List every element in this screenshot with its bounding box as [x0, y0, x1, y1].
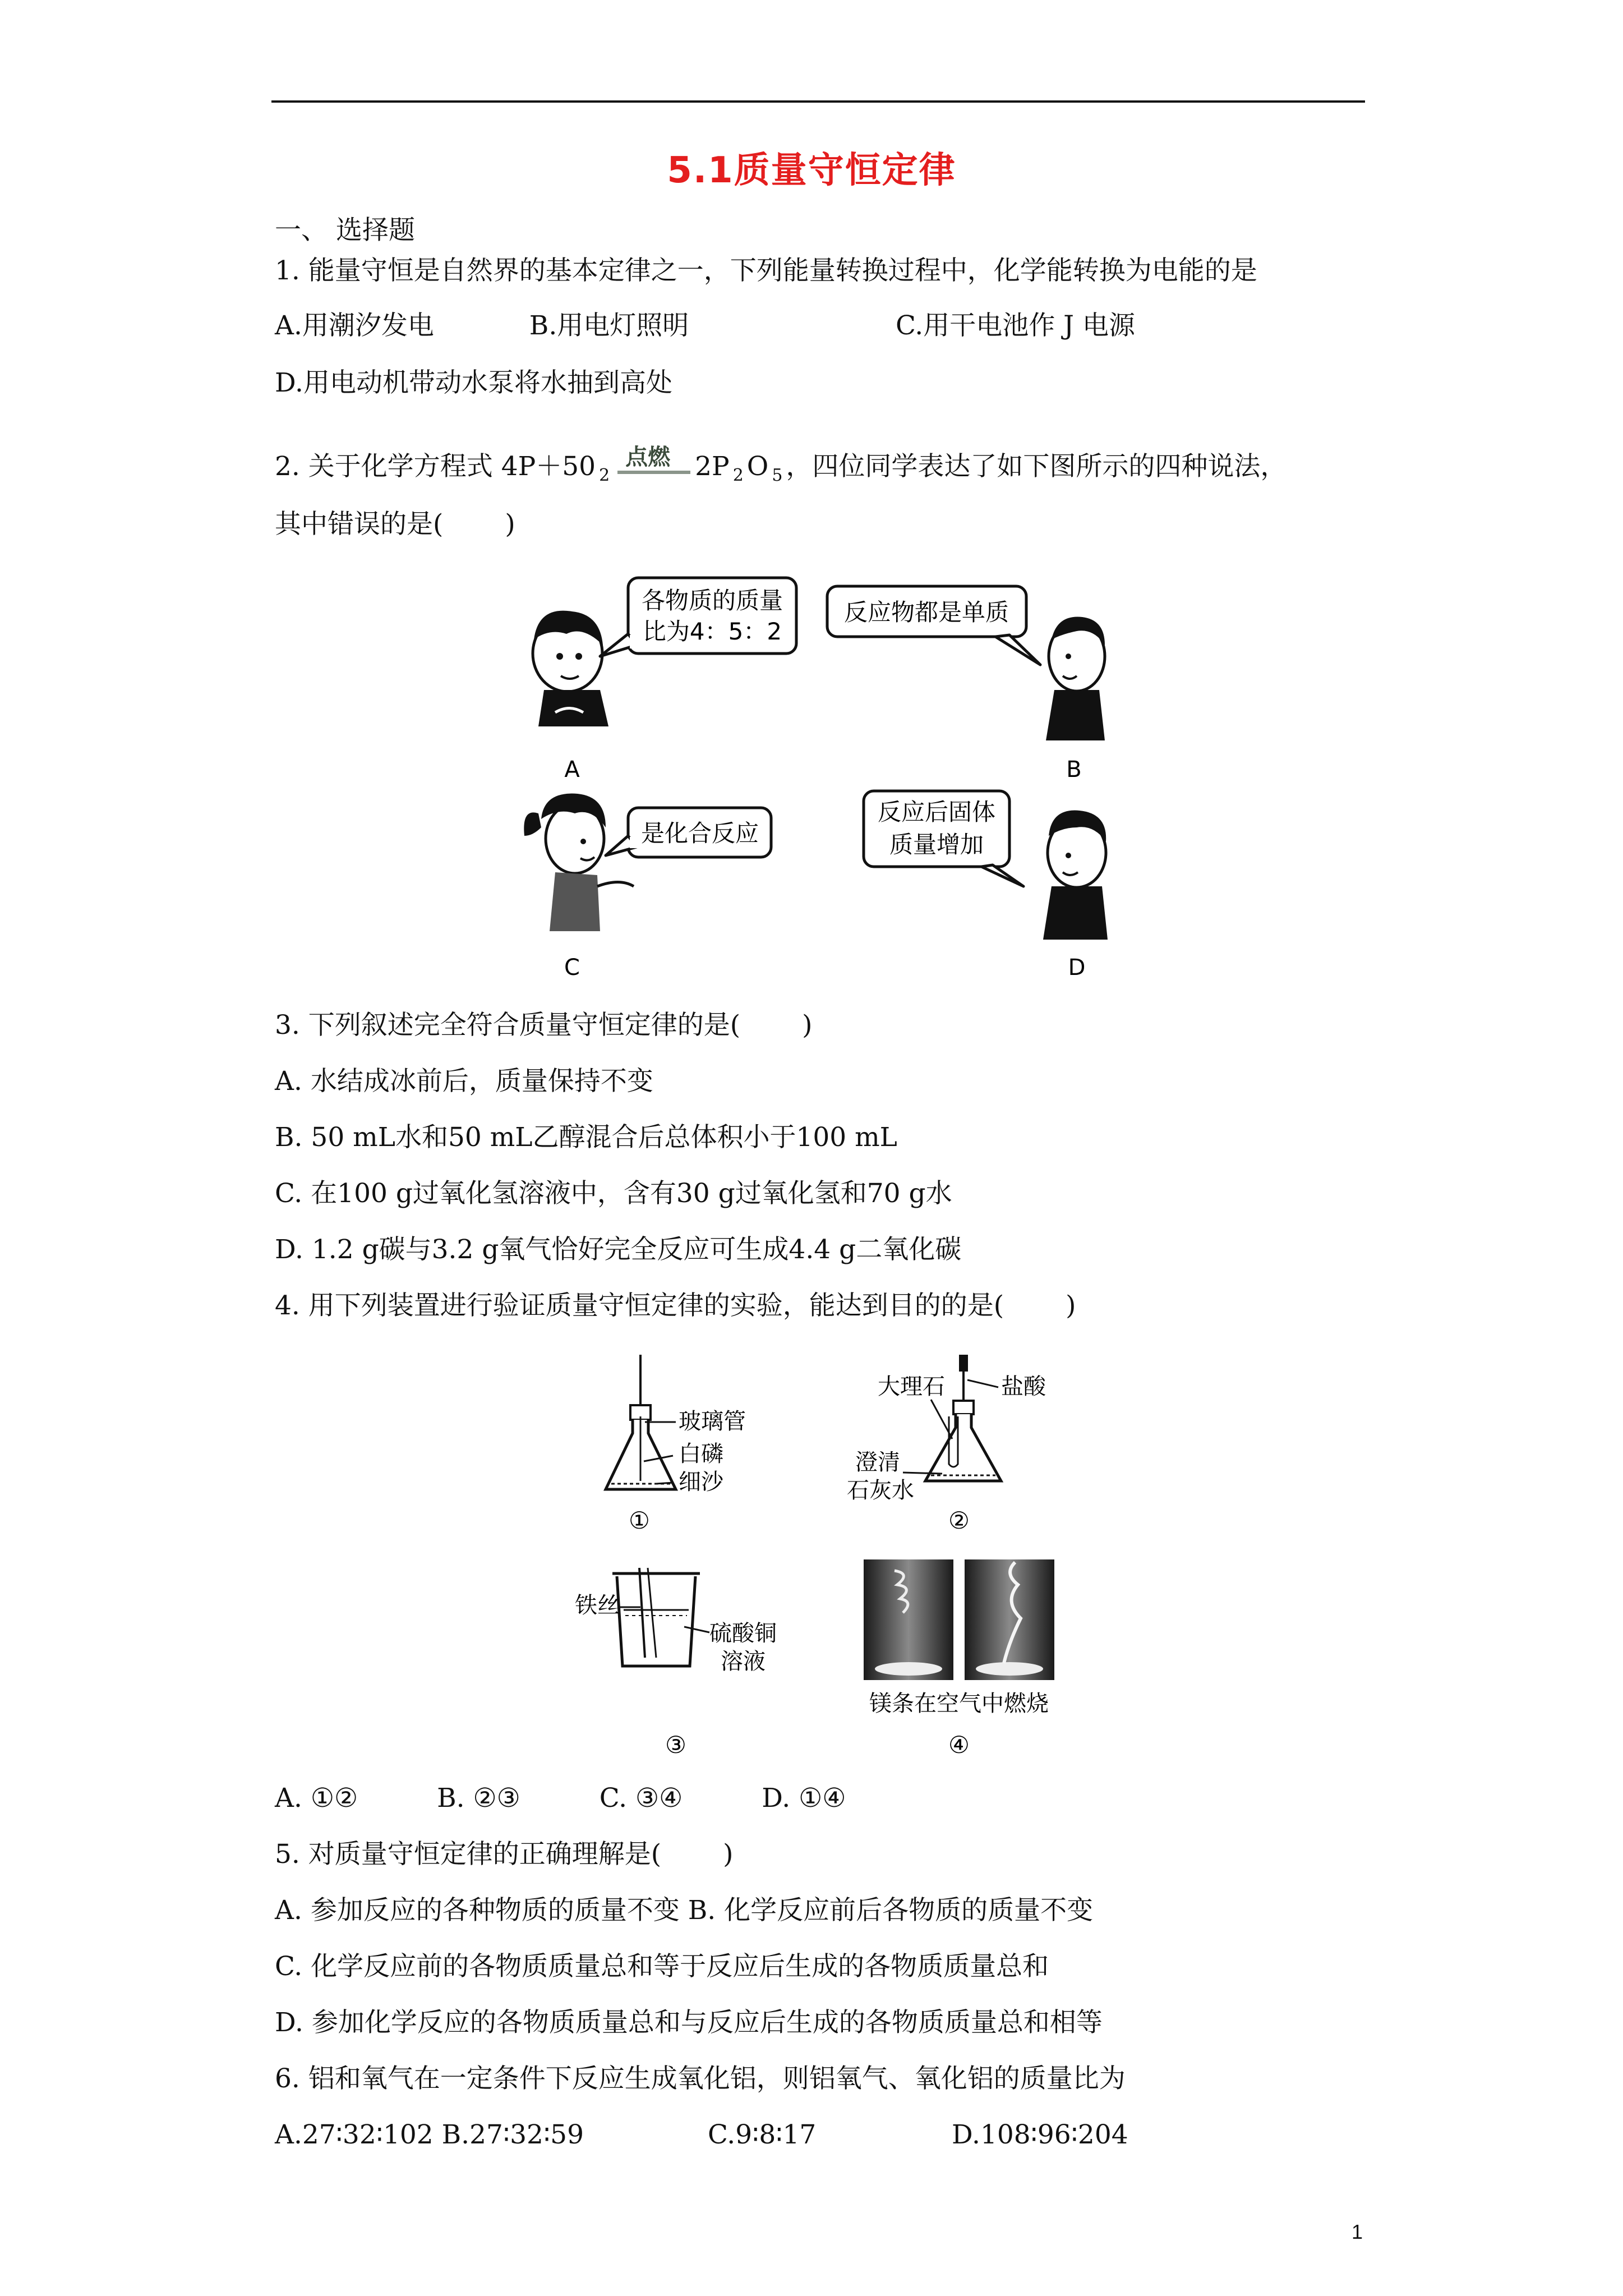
page-number: 1 [1352, 2220, 1363, 2243]
q2-product-o: O [746, 451, 769, 482]
question-5-stem [275, 1839, 733, 1870]
fig3-number: ③ [665, 1731, 686, 1759]
fig2-number: ② [948, 1507, 970, 1534]
fig2-lime-label-2: 石灰水 [847, 1478, 914, 1503]
q2-sub-o2: 2 [599, 466, 610, 485]
leader-line-lime [903, 1473, 942, 1474]
question-6-stem: 6. 铝和氧气在一定条件下反应生成氧化铝，则铝氧气、氧化铝的质量比为 [275, 2063, 1126, 2094]
section-heading: 一、 选择题 [275, 215, 415, 246]
q2-stem-pre: 2. 关于化学方程式 4P＋50 [275, 451, 596, 482]
speech-bubble-b [827, 586, 1040, 665]
fig1-number: ① [629, 1507, 650, 1534]
fig1-phosphorus-label: 白磷 [679, 1441, 723, 1467]
q3-close-paren: ) [802, 1010, 813, 1041]
label-d: D [1068, 955, 1086, 981]
ignite-bar [617, 471, 690, 474]
q2-students-figure [516, 572, 1122, 987]
fig4-caption: 镁条在空气中燃烧 [869, 1691, 1049, 1717]
q2-product-p: 2P [695, 451, 730, 482]
q3-option-b: B. 50 mL水和50 mL乙醇混合后总体积小于100 mL [275, 1122, 897, 1153]
q3-option-d: D. 1.2 g碳与3.2 g氧气恰好完全反应可生成4.4 g二氧化碳 [275, 1234, 962, 1265]
magnesium-photo-burning [965, 1559, 1054, 1680]
header-rule [271, 100, 1365, 103]
label-b: B [1066, 757, 1082, 783]
fig1-sand-label: 细沙 [679, 1469, 723, 1495]
q3-option-a: A. 水结成冰前后，质量保持不变 [275, 1066, 653, 1097]
q6-option-b: B.27∶32∶59 [441, 2119, 584, 2150]
q4-apparatus-figure [572, 1349, 1077, 1764]
q6-options-row [275, 2119, 584, 2151]
q2-stem-post: ，四位同学表达了如下图所示的四种说法， [786, 451, 1287, 482]
question-1-options-row [275, 310, 689, 342]
speech-bubble-a [600, 578, 796, 656]
q5-close-paren: ) [723, 1839, 734, 1870]
q2-stem-line2-text: 其中错误的是( [275, 509, 444, 540]
q2-sub-p2: 2 [732, 466, 744, 485]
student-c-illustration [524, 794, 634, 931]
magnesium-photo-before [864, 1559, 953, 1680]
leader-line-acid [967, 1380, 998, 1387]
bubble-d-line2: 质量增加 [889, 831, 984, 858]
q4-stem-text: 4. 用下列装置进行验证质量守恒定律的实验，能达到目的的是( [275, 1290, 1004, 1321]
fig2-marble-label: 大理石 [878, 1374, 945, 1400]
q2-sub-o5: 5 [772, 466, 783, 485]
q1-option-a: A.用潮汐发电 [275, 310, 434, 341]
q5-option-c: C. 化学反应前的各物质质量总和等于反应后生成的各物质质量总和 [275, 1951, 1049, 1982]
label-c: C [564, 955, 580, 981]
q6-option-c: C.9∶8∶17 [708, 2119, 817, 2150]
q5-stem-text: 5. 对质量守恒定律的正确理解是( [275, 1839, 662, 1870]
q4-close-paren: ) [1066, 1290, 1076, 1321]
fig1-tube-label: 玻璃管 [679, 1409, 746, 1434]
q1-option-b: B.用电灯照明 [529, 310, 689, 341]
bubble-b-text: 反应物都是单质 [843, 599, 1009, 626]
bubble-a-line2: 比为4：5：2 [642, 618, 782, 645]
speech-bubble-d [864, 791, 1023, 886]
fig3-solution-label-1: 硫酸铜 [709, 1621, 777, 1646]
q3-option-c: C. 在100 g过氧化氢溶液中，含有30 g过氧化氢和70 g水 [275, 1178, 952, 1209]
question-3-stem [275, 1010, 812, 1041]
q5-options-ab: A. 参加反应的各种物质的质量不变 B. 化学反应前后各物质的质量不变 [275, 1895, 1094, 1926]
question-1-stem: 1. 能量守恒是自然界的基本定律之一，下列能量转换过程中，化学能转换为电能的是 [275, 255, 1257, 286]
question-4-stem [275, 1290, 1076, 1322]
fig2-acid-label: 盐酸 [1001, 1374, 1046, 1400]
q2-close-paren: ) [505, 509, 515, 540]
question-2-stem-line2 [275, 509, 515, 540]
bubble-d-line1: 反应后固体 [877, 798, 996, 826]
q1-option-d: D.用电动机带动水泵将水抽到高处 [275, 367, 672, 398]
student-b-illustration [1046, 617, 1105, 741]
q6-option-a: A.27∶32∶102 [275, 2119, 434, 2150]
ignite-condition-mark [617, 444, 690, 476]
question-2-stem [275, 444, 1287, 486]
fig3-solution-label-2: 溶液 [721, 1649, 766, 1674]
q6-option-d: D.108∶96∶204 [952, 2119, 1128, 2150]
beaker-with-iron-wire [612, 1568, 700, 1666]
q4-options: A. ①② B. ②③ C. ③④ D. ①④ [275, 1783, 846, 1814]
leader-line-sand [656, 1483, 673, 1484]
q5-option-d: D. 参加化学反应的各物质质量总和与反应后生成的各物质质量总和相等 [275, 2007, 1103, 2038]
page-title: 5.1质量守恒定律 [667, 150, 956, 191]
ignite-condition: 点燃 [625, 444, 671, 470]
fig4-number: ④ [948, 1731, 970, 1759]
bubble-a-line1: 各物质的质量 [641, 587, 783, 614]
fig2-lime-label-1: 澄清 [855, 1450, 900, 1475]
bubble-c-text: 是化合反应 [640, 820, 759, 847]
label-a: A [564, 757, 580, 783]
speech-bubble-c [606, 808, 771, 857]
q3-stem-text: 3. 下列叙述完全符合质量守恒定律的是( [275, 1010, 741, 1041]
student-a-illustration [533, 611, 608, 726]
student-d-illustration [1043, 811, 1108, 940]
q1-option-c: C.用干电池作 J 电源 [896, 310, 1135, 341]
fig3-wire-label: 铁丝 [575, 1593, 620, 1618]
